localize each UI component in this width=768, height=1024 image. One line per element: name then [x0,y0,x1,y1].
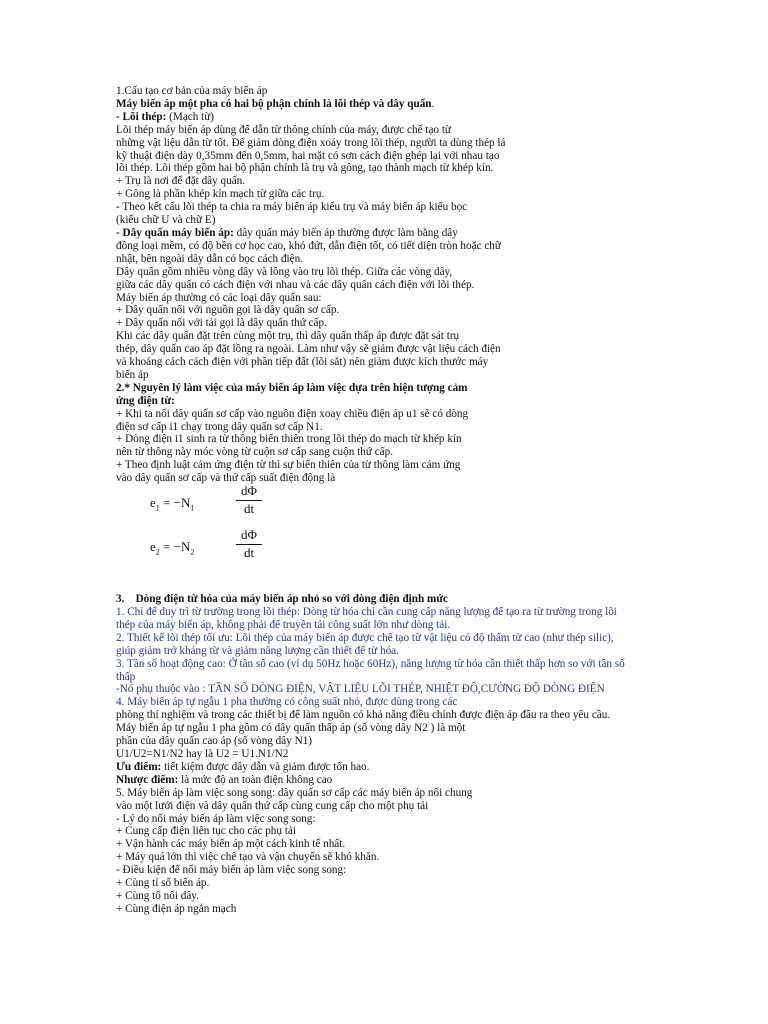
winding-paragraph [116,240,656,382]
text-line: Dây quấn gồm nhiều vòng dây và lồng vào trụ lõi thép. Giữa các vòng dây, [116,265,453,278]
text-line: giúp giảm trở kháng từ và giảm năng lượng cần thiết để từ hóa. [116,644,399,657]
formula-e1: $e_1 = -N_1$ $\frac{d\Phi}{dt}$ [150,485,656,529]
text-line: 1. Chỉ để duy trì từ trường trong lõi thép: Dòng từ hóa chỉ cần cung cấp năng lượng để tạo ra từ trường trong lõi [116,606,617,618]
text-line: thép, dây quấn cao áp đặt lồng ra ngoài. Làm như vậy sẽ giảm được vật liệu cách điện [116,343,501,356]
section2-paragraph [116,408,656,485]
section5-paragraph [116,787,656,916]
text-line: - Lý do nối máy biến áp làm việc song song: [116,812,316,825]
section2-title: ứng điện từ: [116,394,175,407]
text-line: đồng loại mềm, có độ bền cơ học cao, khó đứt, dẫn điện tốt, có tiết diện tròn hoặc chữ [116,239,501,252]
section3-paragraph [116,606,656,709]
text-line: + Dây quấn nối với nguồn gọi là dây quấn sơ cấp. [116,304,340,317]
text-line: 3. Tần số hoạt động cao: Ở tần số cao (ví dụ 50Hz hoặc 60Hz), năng lượng từ hóa cần thiết thấp hơn so với tần số [116,657,625,670]
text-line: + Dòng điện i1 sinh ra từ thông biến thiên trong lõi thép do mạch từ khép kín [116,433,462,446]
section1-title: 1.Cấu tạo cơ bản của máy biến áp [116,85,268,97]
text-line: thép của máy biến áp, không phải để truyền tải công suất lớn như dòng tải. [116,618,451,631]
winding-heading: - Dây quấn máy biến áp: dây quấn máy biến áp thường được làm bằng dây [116,226,458,239]
text-line: thấp [116,670,136,683]
text-line: + Cung cấp điện liên tục cho các phụ tải [116,825,296,838]
text-line: Lõi thép máy biến áp dùng để dẫn từ thông chính của máy, được chế tạo từ [116,123,451,136]
text-line: điện sơ cấp i1 chạy trong dây quấn sơ cấp N1. [116,420,323,433]
text-line: -Nó phụ thuộc vào : TẦN SỐ DÒNG ĐIỆN, VẬT LIỆU LÕI THÉP, NHIỆT ĐỘ,CƯỜNG ĐỘ DÒNG ĐIỆN [116,683,605,696]
text-line: + Theo định luật cảm ứng điện từ thì sự biến thiên của từ thông làm cảm ứng [116,459,461,472]
text-line: + Khi ta nối dây quấn sơ cấp vào nguồn điện xoay chiều điện áp u1 sẽ có dòng [116,407,469,420]
document-page [116,85,656,916]
section1-summary: Máy biến áp một pha có hai bộ phận chính là lõi thép và dây quấn. [116,97,435,110]
text-line: + Vận hành các máy biến áp một cách kinh tế nhất. [116,838,346,851]
section2-title: 2.* Nguyên lý làm việc của máy biến áp làm việc dựa trên hiện tượng cảm [116,381,468,394]
text-line: lõi thép. Lõi thép gồm hai bộ phận chính là trụ và gông, tạo thành mạch từ khép kín. [116,162,494,175]
text-line: (kiểu chữ U và chữ E) [116,214,216,227]
text-line: nên từ thông này móc vòng từ cuộn sơ cấp sang cuộn thứ cấp. [116,446,394,459]
text-line: và khoảng cách cách điện với phần tiếp đất (lõi sắt) nên giảm được kích thước máy [116,356,489,369]
text-line: U1/U2=N1/N2 hay là U2 = U1.N1/N2 [116,747,289,760]
text-line: kỹ thuật điện dày 0,35mm đến 0,5mm, hai mặt có sơn cách điện ghép lại với nhau tạo [116,149,500,162]
text-line: + Trụ là nơi để đặt dây quấn. [116,175,246,188]
text-line: - Điều kiện để nối máy biến áp làm việc song song: [116,864,347,877]
text-line: giữa các dây quấn có cách điện với nhau và các dây quấn cách điện với lõi thép. [116,278,475,291]
core-paragraph [116,124,656,227]
text-line: + Dây quấn nối với tải gọi là dây quấn thứ cấp. [116,317,327,330]
text-line: phòng thí nghiệm và trong các thiết bị để làm nguồn có khả năng điều chỉnh được điện áp đầu ra theo yêu cầu. [116,709,611,722]
text-line: phần của dây quấn cao áp (số vòng dây N1) [116,735,313,748]
text-line: 2. Thiết kế lõi thép tối ưu: Lõi thép của máy biến áp được chế tạo từ vật liệu có độ thẩm từ cao (như thép silic), [116,631,614,644]
text-line: biến áp [116,368,149,381]
core-heading: - Lõi thép: (Mạch từ) [116,110,215,123]
text-line: - Theo kết cấu lõi thép ta chia ra máy biến áp kiểu trụ và máy biến áp kiểu bọc [116,201,468,214]
formula-e2: $e_2 = -N_2$ $\frac{d\Phi}{dt}$ [150,529,656,573]
text-line: những vật liệu dẫn từ tốt. Để giảm dòng điện xoáy trong lõi thép, người ta dùng thép lá [116,136,506,149]
text-line: + Gông là phần khép kín mạch từ giữa các trụ. [116,188,325,201]
advantages-line: Ưu điểm: tiết kiệm được dây dẫn và giảm được tổn hao. [116,760,370,773]
text-line: vào dây quấn sơ cấp và thứ cấp suất điện động là [116,472,336,485]
disadvantages-line: Nhược điểm: là mức độ an toàn điện không cao [116,773,333,786]
text-line: + Cùng tỉ số biến áp. [116,877,210,890]
section4-paragraph [116,709,656,761]
text-line: + Máy quá lớn thì việc chế tạo và vận chuyển sẽ khó khăn. [116,851,380,864]
text-line: 5. Máy biến áp làm việc song song: dây quấn sơ cấp các máy biến áp nối chung [116,786,473,799]
text-line: 4. Máy biến áp tự ngẫu 1 pha thường có công suất nhỏ, được dùng trong các [116,696,458,709]
section3-title: 3. Dòng điện từ hóa của máy biến áp nhỏ so với dòng điện định mức [116,593,449,606]
text-line: Máy biến áp tự ngẫu 1 pha gồm có dây quấn thấp áp (số vòng dây N2 ) là một [116,722,466,735]
text-line: nhật, bên ngoài dây dẫn có bọc cách điện. [116,252,304,265]
text-line: Máy biến áp thường có các loại dây quấn sau: [116,291,322,304]
text-line: vào một lưới điện và dây quấn thứ cấp cùng cung cấp cho một phụ tải [116,799,429,812]
text-line: + Cùng điện áp ngắn mạch [116,902,237,915]
text-line: + Cùng tổ nối dây. [116,889,199,902]
text-line: Khi các dây quấn đặt trên cùng một trụ, thì dây quấn thấp áp được đặt sát trụ [116,330,460,343]
